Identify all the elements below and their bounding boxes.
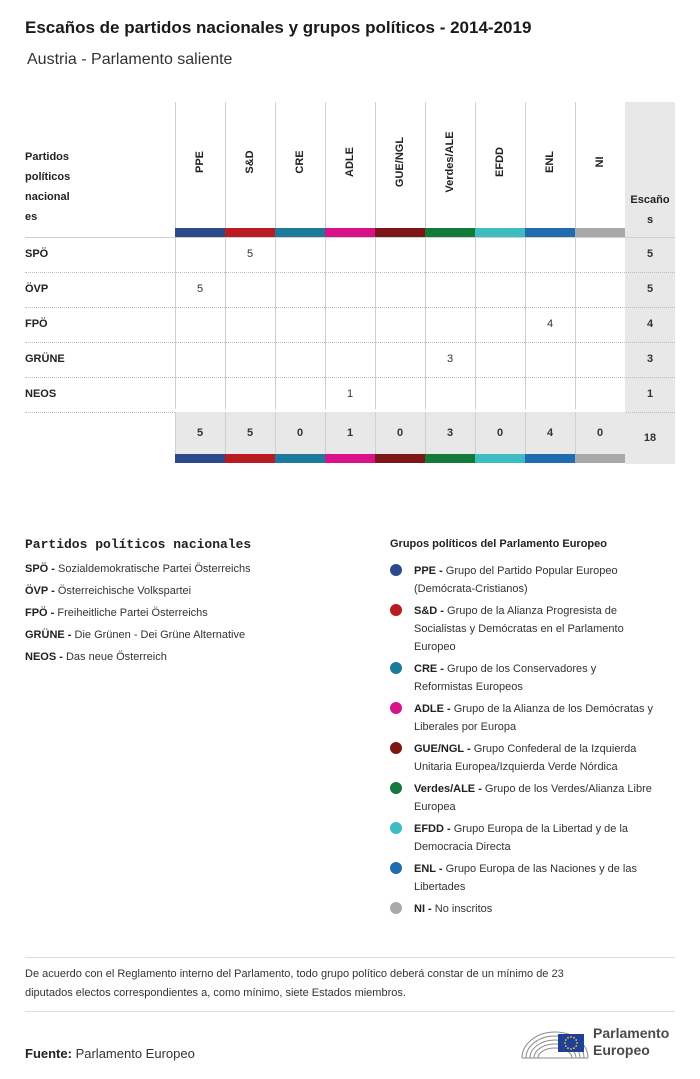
row-total-cell: 5 (646, 248, 654, 260)
column-header-guengl (375, 102, 425, 228)
column-divider (325, 412, 326, 454)
group-color-bar (175, 228, 225, 237)
group-legend-line (414, 878, 678, 896)
group-legend-line (414, 602, 678, 620)
party-name: Das neue Österreich (65, 651, 167, 663)
party-legend-item (25, 651, 167, 663)
hemicycle-flag-icon (520, 1020, 590, 1064)
group-description: Europeo (414, 641, 456, 653)
source-value: Parlamento Europeo (75, 1046, 195, 1061)
column-header-label: PPE (194, 150, 206, 174)
party-header-line: nacional (25, 191, 70, 203)
table-row (25, 377, 675, 412)
party-header-line: es (25, 211, 38, 223)
column-header-cre (275, 102, 325, 228)
party-code: NEOS - (25, 651, 63, 663)
group-code: S&D - (414, 605, 444, 617)
group-legend-line (414, 562, 678, 580)
group-legend-line (414, 638, 678, 656)
group-legend-text (414, 700, 678, 736)
column-header-label: NI (594, 156, 606, 168)
column-header-enl (525, 102, 575, 228)
party-legend-item (25, 629, 245, 641)
column-total-cell: 3 (446, 427, 454, 439)
group-description: Grupo de la Alianza de los Demócratas y (453, 703, 654, 715)
group-legend-title: Grupos políticos del Parlamento Europeo (390, 538, 607, 550)
seats-header-line: s (646, 214, 654, 226)
group-color-bar (525, 454, 575, 463)
row-party-label: SPÖ (25, 248, 49, 260)
party-legend-title: Partidos políticos nacionales (25, 537, 252, 552)
party-name: Sozialdemokratische Partei Österreichs (58, 563, 251, 575)
column-header-sd (225, 102, 275, 228)
footnote-line: De acuerdo con el Reglamento interno del Parlamento, todo grupo político deberá constar de un mínimo de 23 (25, 968, 564, 980)
column-total-cell: 0 (396, 427, 404, 439)
group-legend-line (414, 900, 678, 918)
group-description: No inscritos (434, 903, 493, 915)
group-description: Grupo Europa de las Naciones y de las (445, 863, 637, 875)
column-header-label: GUE/NGL (394, 136, 406, 188)
logo-line1: Parlamento (593, 1025, 670, 1041)
flag-star-icon (565, 1039, 567, 1041)
party-header-line: políticos (25, 171, 71, 183)
group-color-dot (390, 564, 402, 576)
row-party-label: GRÜNE (25, 353, 65, 365)
group-legend-line (414, 780, 678, 798)
row-total-cell: 5 (646, 283, 654, 295)
table-cell: 4 (546, 318, 554, 330)
group-legend-line (414, 660, 678, 678)
flag-star-icon (575, 1045, 577, 1047)
group-description: Grupo Europa de la Libertad y de la (453, 823, 629, 835)
table-row (25, 237, 675, 272)
party-code: FPÖ - (25, 607, 55, 619)
group-color-bar (575, 454, 625, 463)
column-total-cell: 0 (496, 427, 504, 439)
group-legend-text (414, 780, 678, 816)
group-code: Verdes/ALE - (414, 783, 482, 795)
column-divider (225, 412, 226, 454)
group-color-dot (390, 604, 402, 616)
column-total-cell: 0 (596, 427, 604, 439)
group-color-bar (325, 454, 375, 463)
group-color-bar (475, 228, 525, 237)
group-color-bar (225, 228, 275, 237)
group-code: GUE/NGL - (414, 743, 471, 755)
divider (25, 1011, 675, 1012)
group-color-bar (375, 454, 425, 463)
column-total-cell: 4 (546, 427, 554, 439)
row-total-cell: 4 (646, 318, 654, 330)
column-divider (475, 412, 476, 454)
source-line (25, 1046, 195, 1061)
page-subtitle: Austria - Parlamento saliente (27, 51, 233, 68)
party-code: GRÜNE - (25, 629, 72, 641)
row-party-label: ÖVP (25, 283, 49, 295)
page-title: Escaños de partidos nacionales y grupos políticos - 2014-2019 (25, 18, 532, 37)
column-divider (575, 412, 576, 454)
column-header-adle (325, 102, 375, 228)
group-code: PPE - (414, 565, 443, 577)
group-color-dot (390, 742, 402, 754)
party-name: Freiheitliche Partei Österreichs (57, 607, 208, 619)
column-divider (175, 412, 176, 454)
group-legend-line (414, 820, 678, 838)
footnote (25, 965, 675, 1003)
column-divider (275, 412, 276, 454)
group-description: Europea (414, 801, 456, 813)
group-color-bar (275, 228, 325, 237)
column-header-label: S&D (244, 150, 256, 174)
group-color-bar (325, 228, 375, 237)
group-legend-text (414, 740, 678, 776)
row-total-cell: 3 (646, 353, 654, 365)
group-legend-text (414, 602, 678, 656)
flag-star-icon (564, 1042, 566, 1044)
group-color-dot (390, 862, 402, 874)
column-header-label: ENL (544, 151, 556, 173)
flag-star-icon (565, 1045, 567, 1047)
seats-table (25, 102, 675, 464)
flag-star-icon (567, 1037, 569, 1039)
flag-star-icon (576, 1042, 578, 1044)
column-divider (525, 412, 526, 454)
group-description: Unitaria Europea/Izquierda Verde Nórdica (414, 761, 618, 773)
table-cell: 5 (196, 283, 204, 295)
group-legend-text (414, 820, 678, 856)
group-code: NI - (414, 903, 432, 915)
group-color-bar (575, 228, 625, 237)
group-description: Liberales por Europa (414, 721, 517, 733)
column-header-ppe (175, 102, 225, 228)
flag-star-icon (570, 1036, 572, 1038)
logo-text (593, 1025, 669, 1059)
column-total-cell: 1 (346, 427, 354, 439)
flag-star-icon (573, 1037, 575, 1039)
group-legend-line (414, 740, 678, 758)
column-header-label: Verdes/ALE (444, 131, 456, 193)
group-color-bar (475, 454, 525, 463)
group-code: ENL - (414, 863, 443, 875)
column-total-cell: 5 (246, 427, 254, 439)
column-header-ni (575, 102, 625, 228)
group-code: CRE - (414, 663, 444, 675)
group-color-bar (375, 228, 425, 237)
seats-column-header (625, 190, 675, 230)
group-legend-line (414, 758, 678, 776)
group-color-dot (390, 702, 402, 714)
column-header-efdd (475, 102, 525, 228)
group-legend-line (414, 860, 678, 878)
flag-star-icon (575, 1039, 577, 1041)
group-description: Democracia Directa (414, 841, 511, 853)
group-description: Reformistas Europeos (414, 681, 523, 693)
party-name: Die Grünen - Dei Grüne Alternative (74, 629, 246, 641)
table-cell: 3 (446, 353, 454, 365)
group-legend-line (414, 678, 678, 696)
source-label: Fuente: (25, 1046, 72, 1061)
group-color-dot (390, 902, 402, 914)
flag-star-icon (567, 1047, 569, 1049)
group-description: Grupo de la Alianza Progresista de (447, 605, 618, 617)
group-color-dot (390, 822, 402, 834)
group-legend-text (414, 900, 678, 918)
group-color-bar (525, 228, 575, 237)
group-color-dot (390, 662, 402, 674)
flag-star-icon (573, 1047, 575, 1049)
column-divider (425, 412, 426, 454)
group-legend-line (414, 580, 678, 598)
group-description: Libertades (414, 881, 466, 893)
group-color-bar (225, 454, 275, 463)
flag-star-icon (570, 1048, 572, 1050)
table-row (25, 342, 675, 377)
grand-total-cell: 18 (643, 432, 657, 444)
row-party-label: FPÖ (25, 318, 48, 330)
group-legend-line (414, 718, 678, 736)
group-color-bar (425, 454, 475, 463)
parliament-logo (520, 1020, 680, 1064)
column-header-verdesale (425, 102, 475, 228)
divider (25, 957, 675, 958)
footnote-line: diputados electos correspondientes a, como mínimo, siete Estados miembros. (25, 987, 406, 999)
group-description: Grupo Confederal de la Izquierda (473, 743, 637, 755)
column-total-cell: 5 (196, 427, 204, 439)
group-color-bar (175, 454, 225, 463)
party-name: Österreichische Volkspartei (57, 585, 192, 597)
logo-line2: Europeo (593, 1042, 650, 1058)
group-legend-text (414, 860, 678, 896)
group-description: Socialistas y Demócratas en el Parlamento (414, 623, 624, 635)
row-party-label: NEOS (25, 388, 57, 400)
group-description: Grupo de los Verdes/Alianza Libre (484, 783, 652, 795)
column-header-label: EFDD (494, 147, 506, 177)
seats-header-line: Escaño (630, 194, 670, 206)
column-header-label: ADLE (344, 147, 356, 177)
group-legend-line (414, 838, 678, 856)
group-color-bar (425, 228, 475, 237)
group-code: EFDD - (414, 823, 451, 835)
group-description: Grupo de los Conservadores y (447, 663, 597, 675)
party-column-header (25, 147, 85, 227)
group-code: ADLE - (414, 703, 451, 715)
table-row (25, 307, 675, 342)
party-code: SPÖ - (25, 563, 55, 575)
row-total-cell: 1 (646, 388, 654, 400)
table-cell: 5 (246, 248, 254, 260)
group-legend-line (414, 798, 678, 816)
column-header-label: CRE (294, 150, 306, 174)
column-total-cell: 0 (296, 427, 304, 439)
group-legend-text (414, 562, 678, 598)
party-legend-item (25, 607, 208, 619)
column-totals-row (175, 412, 625, 454)
group-legend-text (414, 660, 678, 696)
group-color-dot (390, 782, 402, 794)
group-legend-line (414, 620, 678, 638)
party-code: ÖVP - (25, 585, 55, 597)
party-legend-item (25, 563, 251, 575)
party-header-line: Partidos (25, 151, 70, 163)
table-cell: 1 (346, 388, 354, 400)
party-legend-item (25, 585, 191, 597)
group-legend-line (414, 700, 678, 718)
group-description: Grupo del Partido Popular Europeo (445, 565, 618, 577)
group-description: (Demócrata-Cristianos) (414, 583, 528, 595)
group-color-bar (275, 454, 325, 463)
table-row (25, 272, 675, 307)
column-divider (375, 412, 376, 454)
